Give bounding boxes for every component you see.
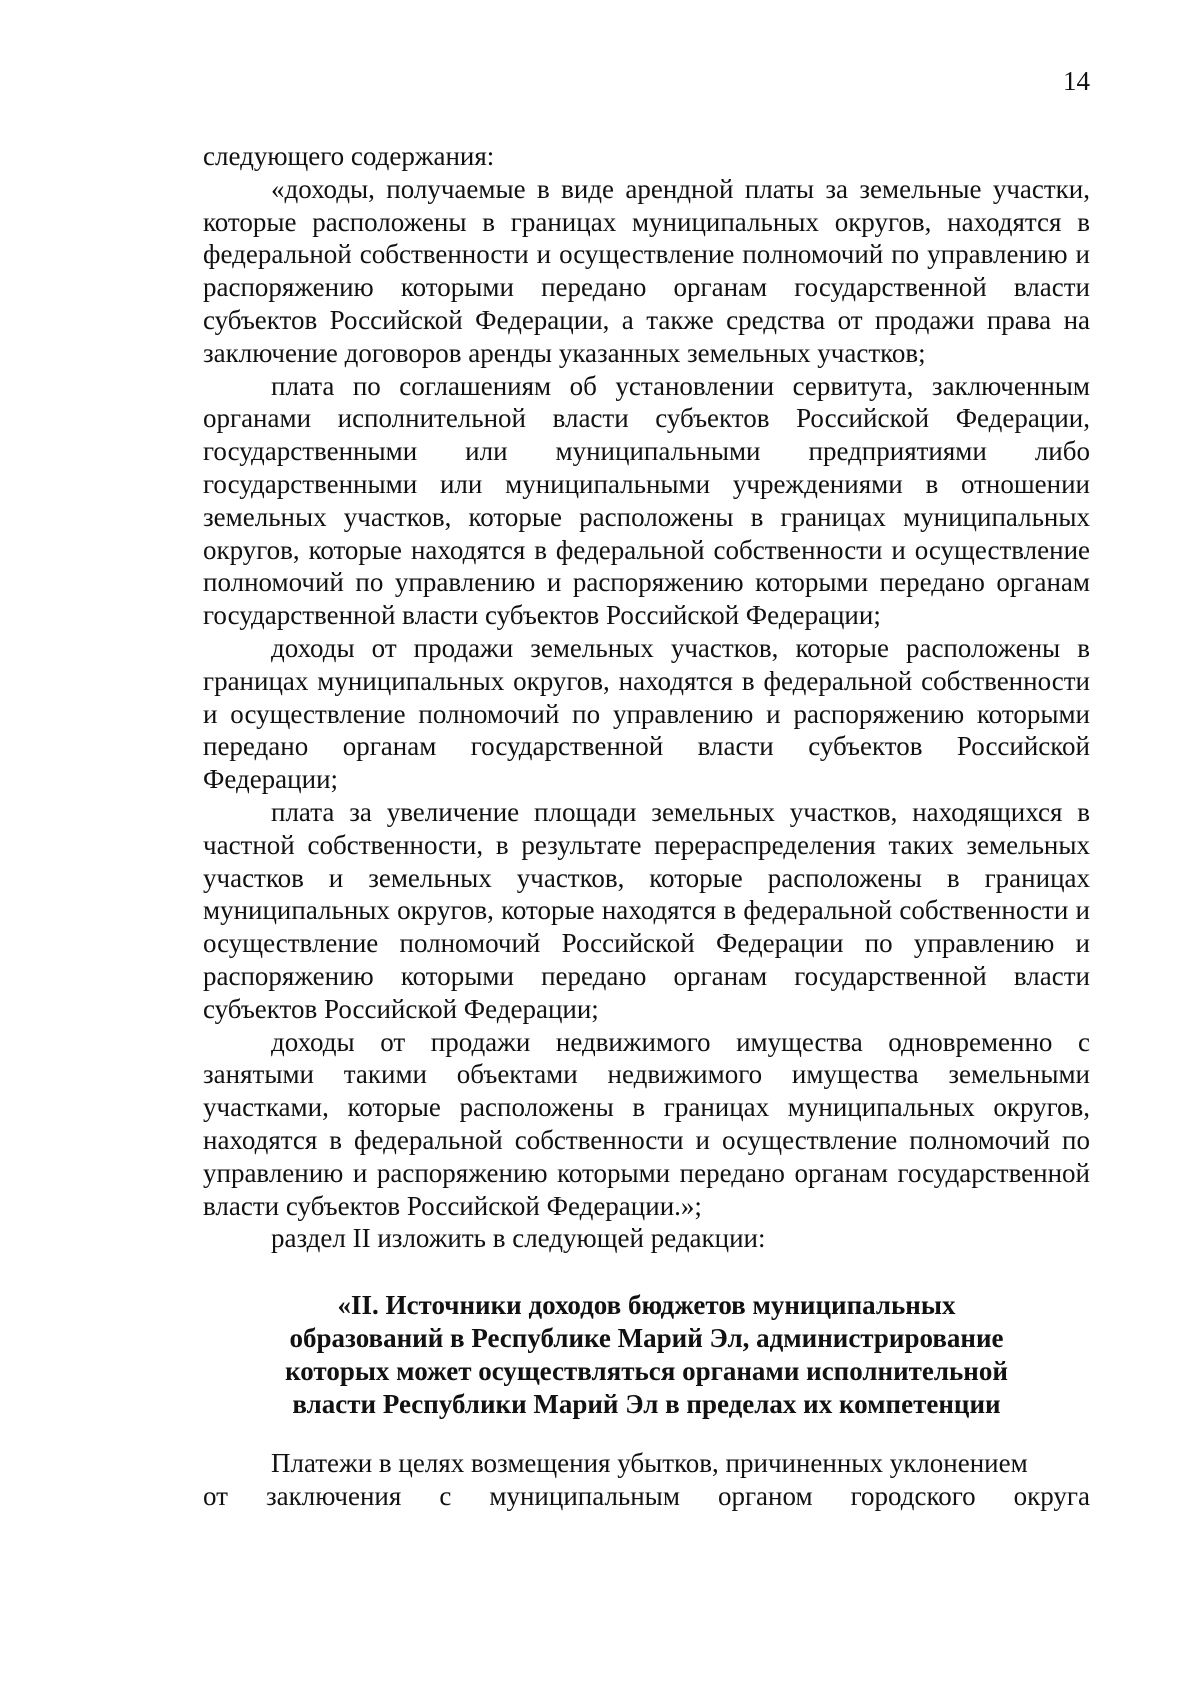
paragraph-real-estate-sale: доходы от продажи недвижимого имущества одновременно с занятыми такими объектами недвижимого имущества земельными участками, которые расположены в границах муниципальных округов, находятся в федеральной собственности и осуществление полномочий по управлению и распоряжению которыми передано органам государственной власти субъектов Российской Федерации.»;: [203, 1026, 1090, 1221]
paragraph-intro: следующего содержания:: [203, 141, 495, 171]
section-heading-line: которых может осуществляться органами исполнительной: [285, 1356, 1008, 1387]
paragraph-servitude-payment: плата по соглашениям об установлении сервитута, заключенным органами исполнительной власти субъектов Российской Федерации, государственными или муниципальными предприятиями либо государственными или муниципальными учреждениями в отношении земельных участков, которые расположены в границах муниципальных округов, которые находятся в федеральной собственности и осуществление полномочий по управлению и распоряжению которыми передано органам государственной власти субъектов Российской Федерации;: [203, 370, 1090, 631]
document-body: [203, 140, 1090, 1513]
paragraph-land-sale-income: доходы от продажи земельных участков, которые расположены в границах муниципальных округов, находятся в федеральной собственности и осуществление полномочий по управлению и распоряжению которыми передано органам государственной власти субъектов Российской Федерации;: [203, 632, 1090, 795]
section-heading-line: «II. Источники доходов бюджетов муниципальных: [337, 1290, 956, 1321]
paragraph-damages-line-1: Платежи в целях возмещения убытков, причиненных уклонением: [271, 1448, 1028, 1479]
paragraph-damages-payment: [203, 1447, 1090, 1513]
paragraph-section-ii-instruction: раздел II изложить в следующей редакции:: [271, 1223, 766, 1254]
paragraph-land-area-increase: плата за увеличение площади земельных участков, находящихся в частной собственности, в результате перераспределения таких земельных участков и земельных участков, которые расположены в границах муниципальных округов, которые находятся в федеральной собственности и осуществление полномочий Российской Федерации по управлению и распоряжению которыми передано органам государственной власти субъектов Российской Федерации;: [203, 796, 1090, 1024]
paragraph-land-lease-income: «доходы, получаемые в виде арендной платы за земельные участки, которые расположены в границах муниципальных округов, находятся в федеральной собственности и осуществление полномочий по управлению и распоряжению которыми передано органам государственной власти субъектов Российской Федерации, а также средства от продажи права на заключение договоров аренды указанных земельных участков;: [203, 173, 1090, 368]
section-heading-line: образований в Республике Марий Эл, администрирование: [289, 1323, 1004, 1354]
section-ii-heading: [203, 1289, 1090, 1421]
section-heading-line: власти Республики Марий Эл в пределах их компетенции: [292, 1389, 1001, 1420]
page-number: 14: [1063, 66, 1090, 96]
paragraph-damages-line-2: от заключения с муниципальным органом городского округа: [203, 1480, 1090, 1511]
